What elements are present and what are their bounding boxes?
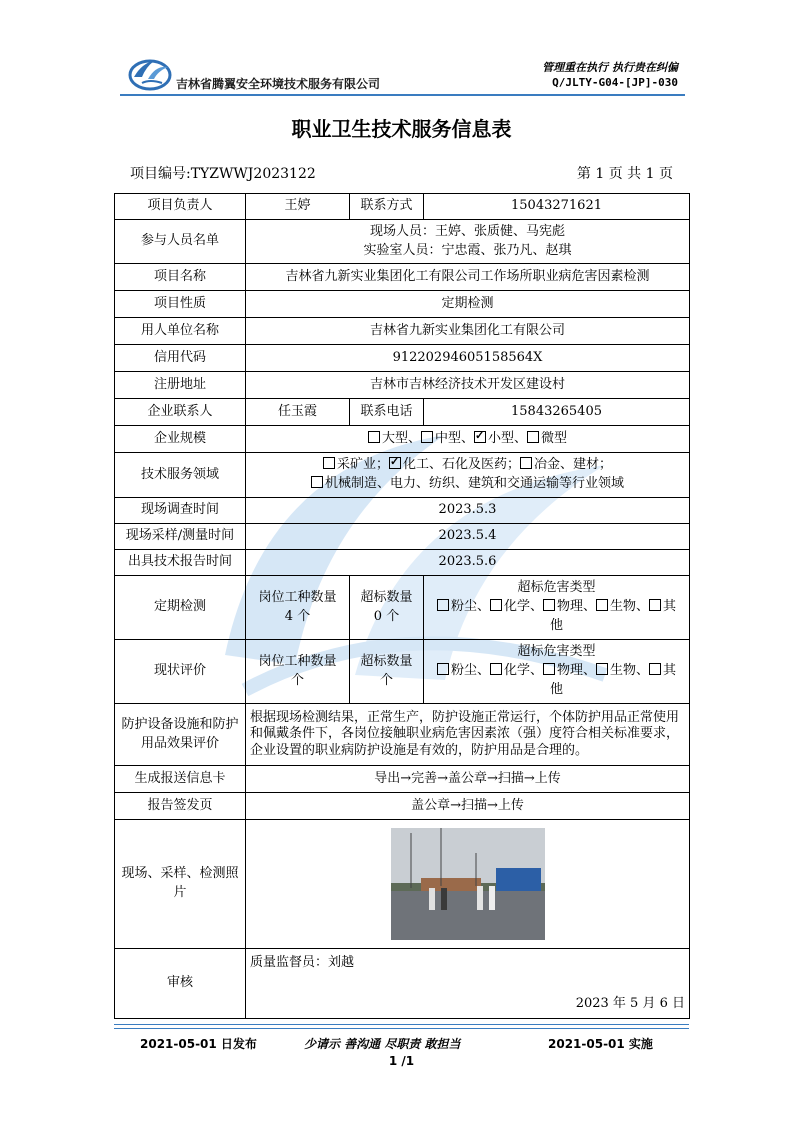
footer-divider-2 [114, 1028, 689, 1029]
page-info: 第 1 页 共 1 页 [576, 166, 673, 182]
checkbox-icon [437, 599, 449, 611]
nature-label: 项目性质 [115, 291, 246, 318]
checkbox-icon [520, 457, 532, 469]
members-site: 现场人员：王婷、张质健、马宪彪 [369, 223, 565, 239]
scale-options [246, 426, 690, 453]
periodic-label: 定期检测 [115, 576, 246, 640]
phone-label: 联系电话 [350, 399, 424, 426]
hazard-option-label: 其 [663, 599, 677, 615]
ent-contact-label: 企业联系人 [115, 399, 246, 426]
card-flow: 导出→完善→盖公章→扫描→上传 [246, 766, 690, 793]
contact-value: 15043271621 [424, 194, 690, 220]
scale-option-label: 中型、 [434, 430, 474, 446]
field-options [246, 453, 690, 498]
status-hazard-types: 超标危害类型 粉尘、 化学、 物理、 生物、 其 他 [424, 640, 690, 704]
checkbox-icon [596, 599, 608, 611]
hazard-option-label: 化学、 [503, 663, 543, 679]
scale-option-label: 大型、 [381, 430, 421, 446]
hazard-option-label: 物理、 [556, 599, 596, 615]
project-name-label: 项目名称 [115, 264, 246, 291]
contact-label: 联系方式 [350, 194, 424, 220]
report-time-value: 2023.5.6 [246, 550, 690, 576]
checkbox-icon [311, 476, 323, 488]
checkbox-icon [490, 599, 502, 611]
checkbox-icon [543, 663, 555, 675]
checkbox-icon [649, 599, 661, 611]
scale-option-label: 微型 [541, 430, 568, 446]
employer-value: 吉林省九新实业集团化工有限公司 [246, 318, 690, 345]
address-value: 吉林市吉林经济技术开发区建设村 [246, 372, 690, 399]
checkbox-icon [368, 431, 380, 443]
project-name-value: 吉林省九新实业集团化工有限公司工作场所职业病危害因素检测 [246, 264, 690, 291]
sample-time-value: 2023.5.4 [246, 524, 690, 550]
hazard-option-label: 其 [663, 663, 677, 679]
members-lab: 实验室人员：宁忠霞、张乃凡、赵琪 [363, 242, 572, 258]
project-number: 项目编号:TYZWWJ2023122 [130, 166, 316, 182]
field-line2: 机械制造、电力、纺织、建筑和交通运输等行业领域 [250, 475, 685, 494]
checkbox-icon [323, 457, 335, 469]
periodic-over: 超标数量 0 个 [350, 576, 424, 640]
protect-label: 防护设备设施和防护用品效果评价 [115, 704, 246, 766]
ent-contact-value: 任玉霞 [246, 399, 350, 426]
checked-checkbox-icon [474, 431, 486, 443]
protect-value: 根据现场检测结果，正常生产，防护设施正常运行，个体防护用品正常使用和佩戴条件下，各岗位接触职业病危害因素浓（强）度符合相关标准要求，企业设置的职业病防护设施是有效的，防护用品是合理的。 [246, 704, 690, 766]
report-time-label: 出具技术报告时间 [115, 550, 246, 576]
hazard-option-label: 粉尘、 [450, 599, 490, 615]
issue-date: 2021-05-01 日发布 [140, 1037, 257, 1051]
scale-label: 企业规模 [115, 426, 246, 453]
doc-code: Q/JLTY-G04-[JP]-030 [552, 76, 678, 89]
phone-value: 15843265405 [424, 399, 690, 426]
checkbox-icon [437, 663, 449, 675]
review-cell [246, 949, 690, 1019]
sample-time-label: 现场采样/测量时间 [115, 524, 246, 550]
header-motto: 管理重在执行 执行贵在纠偏 [542, 61, 678, 74]
checkbox-icon [649, 663, 661, 675]
members-label: 参与人员名单 [115, 220, 246, 264]
status-posts: 岗位工种数量 个 [246, 640, 350, 704]
checkbox-icon [490, 663, 502, 675]
leader-label: 项目负责人 [115, 194, 246, 220]
survey-time-value: 2023.5.3 [246, 498, 690, 524]
status-over: 超标数量 个 [350, 640, 424, 704]
header-divider [120, 94, 685, 96]
field-label: 技术服务领域 [115, 453, 246, 498]
company-name: 吉林省腾翼安全环境技术服务有限公司 [176, 77, 381, 91]
members-value [246, 220, 690, 264]
survey-time-label: 现场调查时间 [115, 498, 246, 524]
field-option-label: 化工、石化及医药； [402, 457, 520, 473]
leader-value: 王婷 [246, 194, 350, 220]
sign-label: 报告签发页 [115, 793, 246, 820]
hazard-option-label: 生物、 [610, 599, 650, 615]
company-logo [128, 55, 172, 91]
hazard-option-label: 物理、 [556, 663, 596, 679]
info-table [114, 193, 690, 1019]
footer-divider [114, 1024, 689, 1025]
photo-label: 现场、采样、检测照片 [115, 820, 246, 949]
hazard-option-label: 生物、 [610, 663, 650, 679]
field-option-label: 冶金、建材； [534, 457, 613, 473]
photo-cell [246, 820, 690, 949]
hazard-option-label: 粉尘、 [450, 663, 490, 679]
credit-code-value: 91220294605158564X [246, 345, 690, 372]
page-number: 1 /1 [388, 1054, 415, 1068]
scale-option-label: 小型、 [488, 430, 528, 446]
periodic-hazard-types: 超标危害类型 粉尘、 化学、 物理、 生物、 其 他 [424, 576, 690, 640]
review-date: 2023 年 5 月 6 日 [575, 995, 685, 1011]
nature-value: 定期检测 [246, 291, 690, 318]
checkbox-icon [596, 663, 608, 675]
field-option-label: 采矿业； [336, 457, 389, 473]
card-label: 生成报送信息卡 [115, 766, 246, 793]
site-photo [391, 828, 545, 940]
checkbox-icon [543, 599, 555, 611]
footer-slogan: 少请示 善沟通 尽职责 敢担当 [304, 1037, 461, 1051]
review-label: 审核 [115, 949, 246, 1019]
effective-date: 2021-05-01 实施 [548, 1037, 653, 1051]
checkbox-icon [527, 431, 539, 443]
checkbox-icon [421, 431, 433, 443]
supervisor: 质量监督员：刘越 [250, 954, 355, 970]
address-label: 注册地址 [115, 372, 246, 399]
periodic-posts: 岗位工种数量 4 个 [246, 576, 350, 640]
status-label: 现状评价 [115, 640, 246, 704]
page-title: 职业卫生技术服务信息表 [291, 117, 512, 141]
employer-label: 用人单位名称 [115, 318, 246, 345]
checked-checkbox-icon [389, 457, 401, 469]
hazard-option-label: 化学、 [503, 599, 543, 615]
credit-code-label: 信用代码 [115, 345, 246, 372]
sign-flow: 盖公章→扫描→上传 [246, 793, 690, 820]
